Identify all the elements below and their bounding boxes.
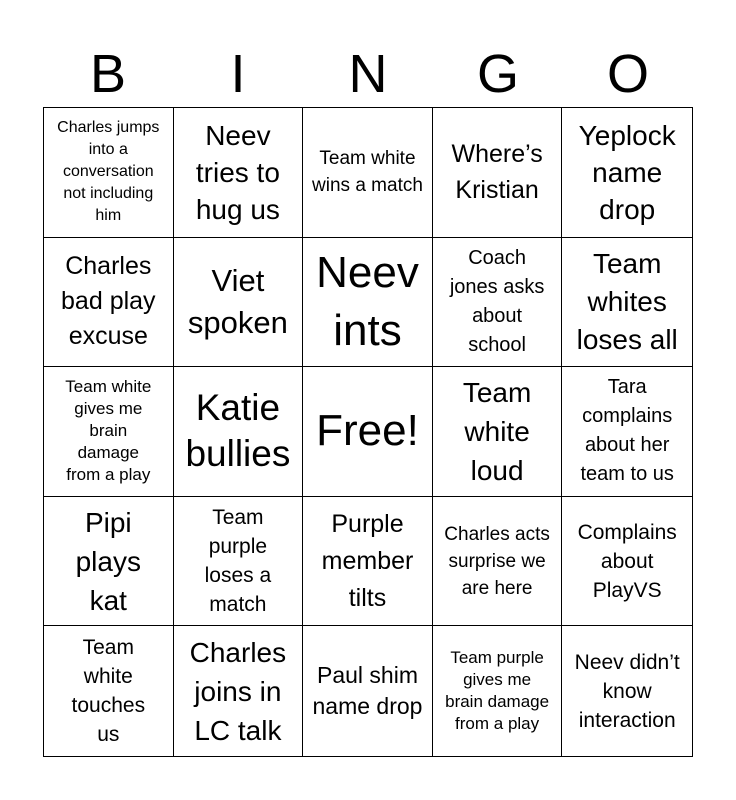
bingo-cell-r2c5[interactable]: [562, 238, 692, 368]
cell-text: Neev tries to hug us: [195, 119, 280, 225]
cell-text: Team white wins a match: [312, 148, 423, 197]
bingo-cell-r3c3[interactable]: [303, 367, 433, 497]
bingo-cell-r3c2[interactable]: [174, 367, 304, 497]
cell-text: Yeplock name drop: [578, 119, 676, 225]
cell-text: Team purple loses a match: [204, 506, 272, 617]
cell-text: Charles jumps into a conversation not including him: [57, 119, 160, 225]
cell-text: Free!: [316, 406, 419, 456]
bingo-cell-r5c4[interactable]: [433, 626, 563, 756]
bingo-cell-r3c5[interactable]: [562, 367, 692, 497]
cell-text: Team white loud: [462, 376, 532, 486]
cell-text: Tara complains about her team to us: [580, 376, 674, 486]
bingo-cell-r1c5[interactable]: [562, 108, 692, 238]
bingo-cell-r2c4[interactable]: [433, 238, 563, 368]
bingo-cell-r4c3[interactable]: [303, 497, 433, 627]
cell-text: Purple member tilts: [321, 509, 414, 612]
cell-text: Neev didn’t know interaction: [574, 650, 680, 732]
bingo-cell-r5c1[interactable]: [44, 626, 174, 756]
cell-text: Katie bullies: [185, 387, 291, 475]
cell-text: Complains about PlayVS: [577, 520, 677, 602]
bingo-cell-r1c4[interactable]: [433, 108, 563, 238]
bingo-cell-r2c2[interactable]: [174, 238, 304, 368]
cell-text: Team purple gives me brain damage from a play: [445, 648, 550, 734]
bingo-cell-r2c3[interactable]: [303, 238, 433, 368]
cell-text: Viet spoken: [187, 262, 288, 340]
bingo-cell-r3c1[interactable]: [44, 367, 174, 497]
bingo-cell-r4c5[interactable]: [562, 497, 692, 627]
header-letter-n: N: [348, 44, 388, 104]
cell-text: Team white touches us: [71, 636, 146, 747]
cell-text: Charles joins in LC talk: [189, 636, 287, 746]
bingo-cell-r1c3[interactable]: [303, 108, 433, 238]
cell-text: Charles acts surprise we are here: [444, 523, 550, 599]
header-letter-i: I: [230, 44, 246, 104]
bingo-cell-r4c1[interactable]: [44, 497, 174, 627]
cell-text: Charles bad play excuse: [61, 252, 156, 351]
bingo-cell-r3c4[interactable]: [433, 367, 563, 497]
cell-text: Coach jones asks about school: [449, 246, 545, 356]
cell-text: Pipi plays kat: [75, 506, 141, 616]
cell-text: Neev ints: [316, 247, 419, 355]
bingo-header: [43, 42, 693, 106]
bingo-cell-r1c1[interactable]: [44, 108, 174, 238]
bingo-cell-r5c3[interactable]: [303, 626, 433, 756]
bingo-cell-r4c4[interactable]: [433, 497, 563, 627]
bingo-cell-r5c2[interactable]: [174, 626, 304, 756]
bingo-cell-r2c1[interactable]: [44, 238, 174, 368]
cell-text: Where’s Kristian: [451, 140, 543, 205]
cell-text: Team white gives me brain damage from a play: [65, 377, 152, 485]
bingo-cell-r4c2[interactable]: [174, 497, 304, 627]
cell-text: Paul shim name drop: [312, 662, 423, 720]
cell-text: Team whites loses all: [576, 247, 678, 355]
header-letter-g: G: [476, 44, 519, 104]
bingo-grid: [43, 107, 693, 757]
bingo-cell-r5c5[interactable]: [562, 626, 692, 756]
header-letter-o: O: [606, 44, 649, 104]
header-letter-b: B: [89, 44, 127, 104]
bingo-cell-r1c2[interactable]: [174, 108, 304, 238]
